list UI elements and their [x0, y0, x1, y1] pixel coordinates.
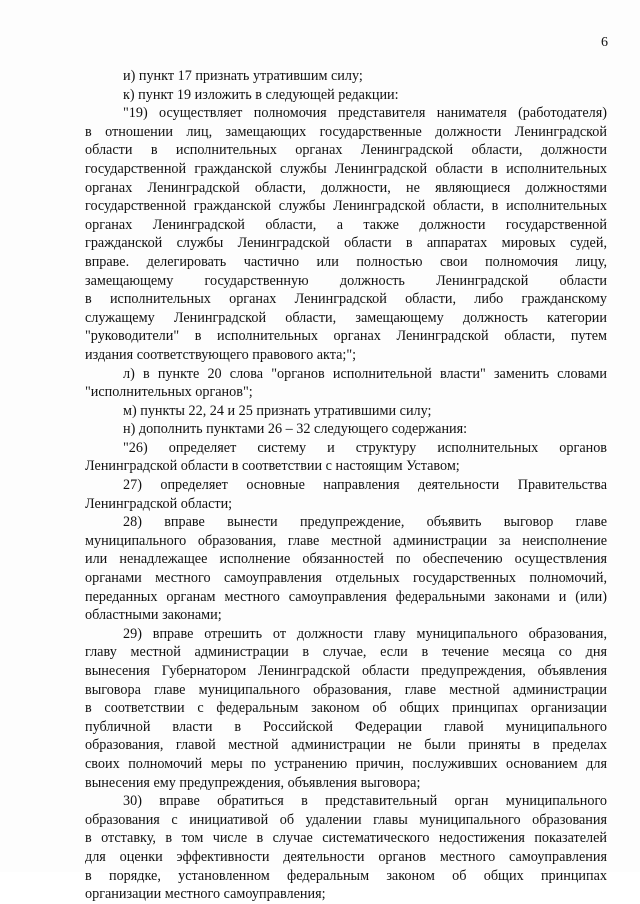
text-line-content: н) дополнить пунктами 26 – 32 следующего содержания: [123, 421, 468, 438]
text-line-content: л) в пункте 20 слова "органов исполнительной власти" заменить словами [123, 365, 607, 382]
text-line-content: Ленинградской области; [85, 495, 233, 512]
text-line-content: главу местной администрации в случае, если в течение месяца со дня [85, 644, 607, 661]
text-line [85, 811, 607, 830]
text-line-content: гражданской службы Ленинградской области в аппаратах мировых судей, [85, 235, 607, 252]
text-line-content: организации местного самоуправления; [85, 886, 326, 903]
text-line [85, 736, 607, 755]
text-line [85, 867, 607, 886]
text-line [85, 253, 607, 272]
text-line [85, 216, 607, 235]
text-line [85, 86, 607, 105]
text-line [85, 272, 607, 291]
text-line [85, 197, 607, 216]
text-line [85, 532, 607, 551]
text-line [85, 699, 607, 718]
text-line-content: и) пункт 17 признать утратившим силу; [123, 68, 363, 84]
text-line-content: вправе. делегировать частично или полностью свои полномочия лицу, [85, 253, 607, 270]
text-line [85, 234, 607, 253]
text-line-content: для оценки эффективности деятельности органов местного самоуправления [85, 848, 607, 865]
text-line [85, 439, 607, 458]
text-line-content: государственной гражданской службы Ленинградской области, в исполнительных [85, 198, 607, 215]
text-line-content: "руководители" в исполнительных органах Ленинградской области, путем [85, 328, 607, 345]
text-line [85, 476, 607, 495]
text-line [85, 457, 607, 476]
text-line-content: или ненадлежащее исполнение обязанностей по обеспечению осуществления [85, 551, 607, 568]
text-line-content: вынесения Губернатором Ленинградской области предупреждения, объявления [85, 663, 607, 679]
text-line-content: 30) вправе обратиться в представительный орган муниципального [123, 793, 607, 810]
text-line [85, 495, 607, 514]
text-line-content: органах Ленинградской области, должности, не являющиеся должностями [85, 179, 607, 196]
text-line-content: в исполнительных органах Ленинградской области, либо гражданскому [85, 291, 607, 308]
text-line-content: публичной власти в Российской Федерации главой муниципального [85, 718, 607, 735]
text-line-content: служащему Ленинградской области, замещающему должность категории [85, 309, 607, 326]
text-line [85, 755, 607, 774]
text-line [85, 290, 607, 309]
text-line [85, 606, 607, 625]
text-line [85, 383, 607, 402]
text-line [85, 402, 607, 421]
text-line-content: к) пункт 19 изложить в следующей редакции: [123, 86, 399, 103]
text-line-content: замещающему государственную должность Ленинградской области [85, 272, 607, 289]
text-line-content: "26) определяет систему и структуру исполнительных органов [123, 439, 607, 456]
text-line-content: органами местного самоуправления отдельных государственных полномочий, [85, 570, 607, 587]
text-line [85, 346, 607, 365]
text-line-content: образования, главой местной администрации не были приняты в пределах [85, 737, 607, 754]
text-line [85, 309, 607, 328]
text-line [85, 327, 607, 346]
text-line-content: издания соответствующего правового акта;"; [85, 346, 357, 363]
text-line [85, 67, 607, 86]
text-line [85, 588, 607, 607]
text-line [85, 179, 607, 198]
document-body [85, 67, 607, 904]
text-line-content: 29) вправе отрешить от должности главу муниципального образования, [123, 625, 607, 642]
text-line [85, 643, 607, 662]
text-line-content: государственной гражданской службы Ленинградской области в исполнительных [85, 160, 607, 177]
text-line-content: "исполнительных органов"; [85, 384, 253, 401]
text-line-content: м) пункты 22, 24 и 25 признать утратившими силу; [123, 402, 432, 419]
text-line-content: в порядке, установленном федеральным законом об общих принципах [85, 867, 607, 884]
text-line-content: 28) вправе вынести предупреждение, объявить выговор главе [123, 514, 607, 531]
text-line [85, 123, 607, 142]
text-line-content: области в исполнительных органах Ленинградской области, должности [85, 142, 607, 159]
text-line-content: выговора главе муниципального образования, главе местной администрации [85, 681, 607, 698]
text-line [85, 550, 607, 569]
text-line-content: 27) определяет основные направления деятельности Правительства [123, 477, 607, 494]
text-line [85, 774, 607, 793]
text-line [85, 662, 607, 681]
text-line [85, 625, 607, 644]
text-line-content: вынесения ему предупреждения, объявления выговора; [85, 774, 421, 791]
text-line-content: муниципального образования, главе местной администрации за неисполнение [85, 532, 607, 549]
text-line-content: "19) осуществляет полномочия представителя нанимателя (работодателя) [123, 105, 607, 122]
text-line-content: в отставку, в том числе в случае систематического недостижения показателей [85, 830, 607, 847]
text-line [85, 569, 607, 588]
text-line-content: переданных органам местного самоуправления федеральными законами и (или) [85, 588, 607, 605]
text-line [85, 141, 607, 160]
text-line [85, 160, 607, 179]
text-line-content: Ленинградской области в соответствии с настоящим Уставом; [85, 458, 460, 475]
text-line [85, 848, 607, 867]
text-line [85, 104, 607, 123]
text-line-content: в отношении лиц, замещающих государственные должности Ленинградской [85, 123, 607, 140]
text-line-content: областными законами; [85, 607, 222, 624]
text-line-content: образования с инициативой об удалении главы муниципального образования [85, 811, 607, 828]
text-line [85, 718, 607, 737]
text-line [85, 829, 607, 848]
text-line-content: органах Ленинградской области, а также должности государственной [85, 216, 607, 233]
text-line [85, 420, 607, 439]
text-line-content: в соответствии с федеральным законом об общих принципах организации [85, 700, 607, 717]
text-line [85, 513, 607, 532]
text-line-content: своих полномочий меры по устранению причин, послуживших основанием для [85, 755, 607, 772]
text-line [85, 885, 607, 904]
text-line [85, 681, 607, 700]
page-number: 6 [601, 35, 608, 50]
text-line [85, 792, 607, 811]
text-line [85, 365, 607, 384]
